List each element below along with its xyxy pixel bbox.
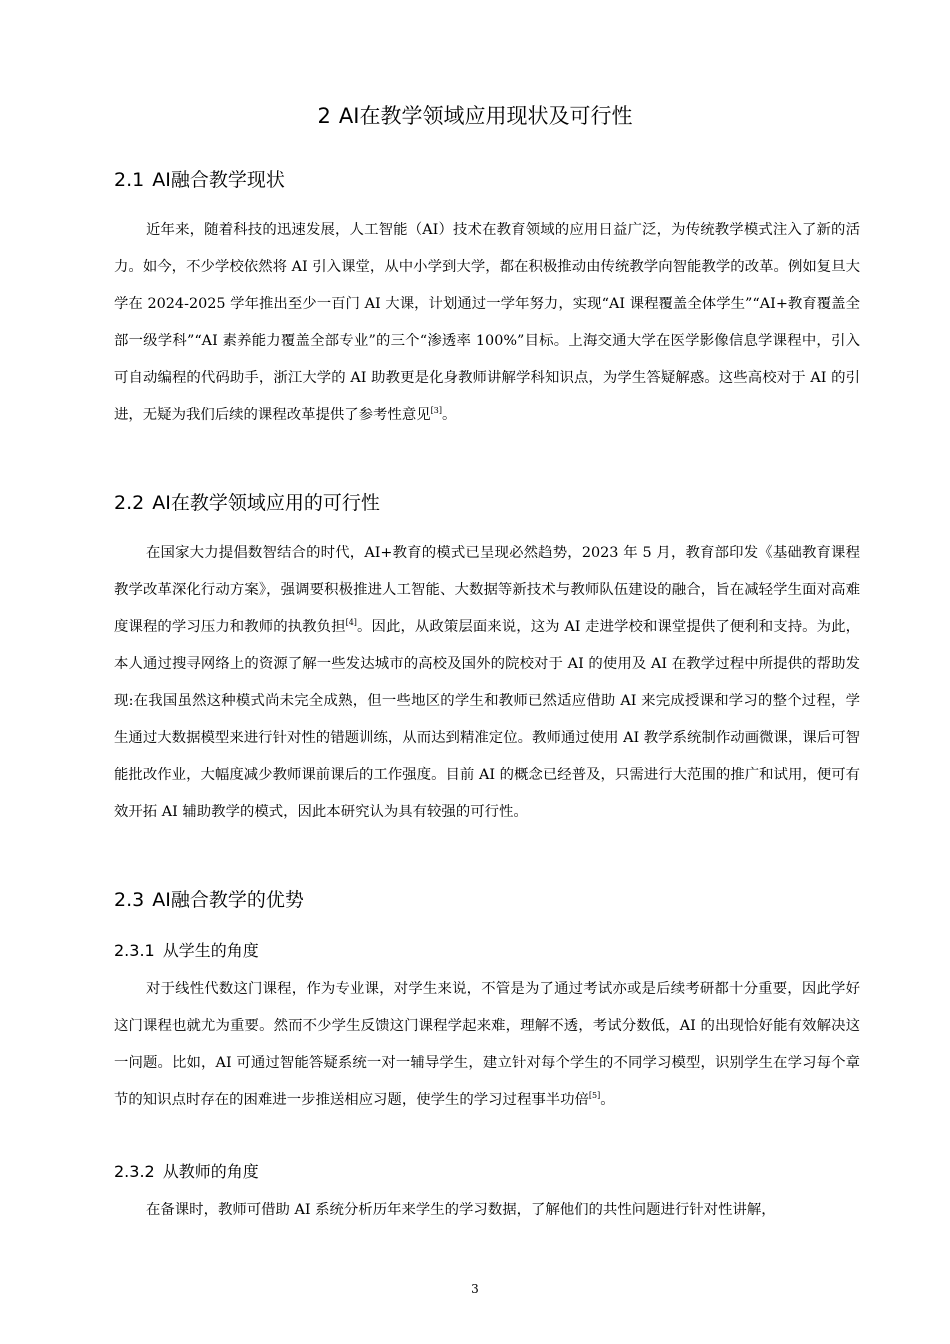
paragraph-tail: 。	[441, 407, 457, 423]
paragraph-text: 在备课时，教师可借助 AI 系统分析历年来学生的学习数据，了解他们的共性问题进行针对性讲解，	[146, 1202, 776, 1218]
section-heading-2-2	[114, 489, 380, 517]
subsection-title: 从教师的角度	[162, 1162, 259, 1181]
page-number: 3	[471, 1282, 479, 1296]
chapter-number: 2	[317, 104, 331, 128]
citation: [4]	[345, 618, 357, 627]
subsection-2-3-2-paragraph	[114, 1192, 860, 1229]
chapter-title-text: AI在教学领域应用现状及可行性	[338, 104, 633, 128]
section-number: 2.3	[114, 889, 145, 911]
paragraph-tail: 。因此，从政策层面来说，这为 AI 走进学校和课堂提供了便利和支持。为此，本人通过搜寻网络上的资源了解一些发达城市的高校及国外的院校对于 AI 的使用及 AI 在教学过程中所提供的帮助发现:在我国虽然这种模式尚未完全成熟，但一些地区的学生和教师已然适应借助 AI 来完成授课和学习的整个过程，学生通过大数据模型来进行针对性的错题训练，从而达到精准定位。教师通过使用 AI 教学系统制作动画微课，课后可智能批改作业，大幅度减少教师课前课后的工作强度。目前 AI 的概念已经普及，只需进行大范围的推广和试用，便可有效开拓 AI 辅助教学的模式，因此本研究认为具有较强的可行性。	[114, 619, 860, 820]
section-title: AI融合教学现状	[152, 169, 285, 191]
subsection-2-3-1-paragraph	[114, 971, 860, 1119]
subsection-heading-2-3-1	[114, 939, 259, 963]
section-number: 2.2	[114, 492, 145, 514]
subsection-title: 从学生的角度	[162, 941, 259, 960]
subsection-number: 2.3.2	[114, 1162, 155, 1181]
paragraph-text: 近年来，随着科技的迅速发展，人工智能（AI）技术在教育领域的应用日益广泛，为传统教学模式注入了新的活力。如今，不少学校依然将 AI 引入课堂，从中小学到大学，都在积极推动由传统教学向智能教学的改革。例如复旦大学在 2024-2025 学年推出至少一百门 AI 大课，计划通过一学年努力，实现“AI 课程覆盖全体学生”“AI+教育覆盖全部一级学科”“AI 素养能力覆盖全部专业”的三个“渗透率 100%”目标。上海交通大学在医学影像信息学课程中，引入可自动编程的代码助手，浙江大学的 AI 助教更是化身教师讲解学科知识点，为学生答疑解惑。这些高校对于 AI 的引进，无疑为我们后续的课程改革提供了参考性意见	[114, 222, 860, 423]
paragraph-text: 对于线性代数这门课程，作为专业课，对学生来说，不管是为了通过考试亦或是后续考研都十分重要，因此学好这门课程也就尤为重要。然而不少学生反馈这门课程学起来难，理解不透，考试分数低，AI 的出现恰好能有效解决这一问题。比如，AI 可通过智能答疑系统一对一辅导学生，建立针对每个学生的不同学习模型，识别学生在学习每个章节的知识点时存在的困难进一步推送相应习题，使学生的学习过程事半功倍	[114, 981, 860, 1108]
section-heading-2-3	[114, 886, 304, 914]
citation: [5]	[588, 1091, 601, 1100]
section-2-1-paragraph	[114, 212, 860, 434]
section-heading-2-1	[114, 166, 285, 194]
subsection-number: 2.3.1	[114, 941, 155, 960]
section-2-2-paragraph	[114, 535, 860, 831]
citation: [3]	[430, 406, 442, 415]
section-title: AI融合教学的优势	[152, 889, 304, 911]
section-title: AI在教学领域应用的可行性	[152, 492, 380, 514]
paragraph-text: 在国家大力提倡数智结合的时代，AI+教育的模式已呈现必然趋势，2023 年 5 月，教育部印发《基础教育课程教学改革深化行动方案》，强调要积极推进人工智能、大数据等新技术与教师队伍建设的融合，旨在减轻学生面对高难度课程的学习压力和教师的执教负担	[114, 545, 860, 635]
subsection-heading-2-3-2	[114, 1160, 259, 1184]
section-number: 2.1	[114, 169, 145, 191]
paragraph-tail: 。	[600, 1092, 615, 1108]
chapter-title	[0, 100, 950, 132]
